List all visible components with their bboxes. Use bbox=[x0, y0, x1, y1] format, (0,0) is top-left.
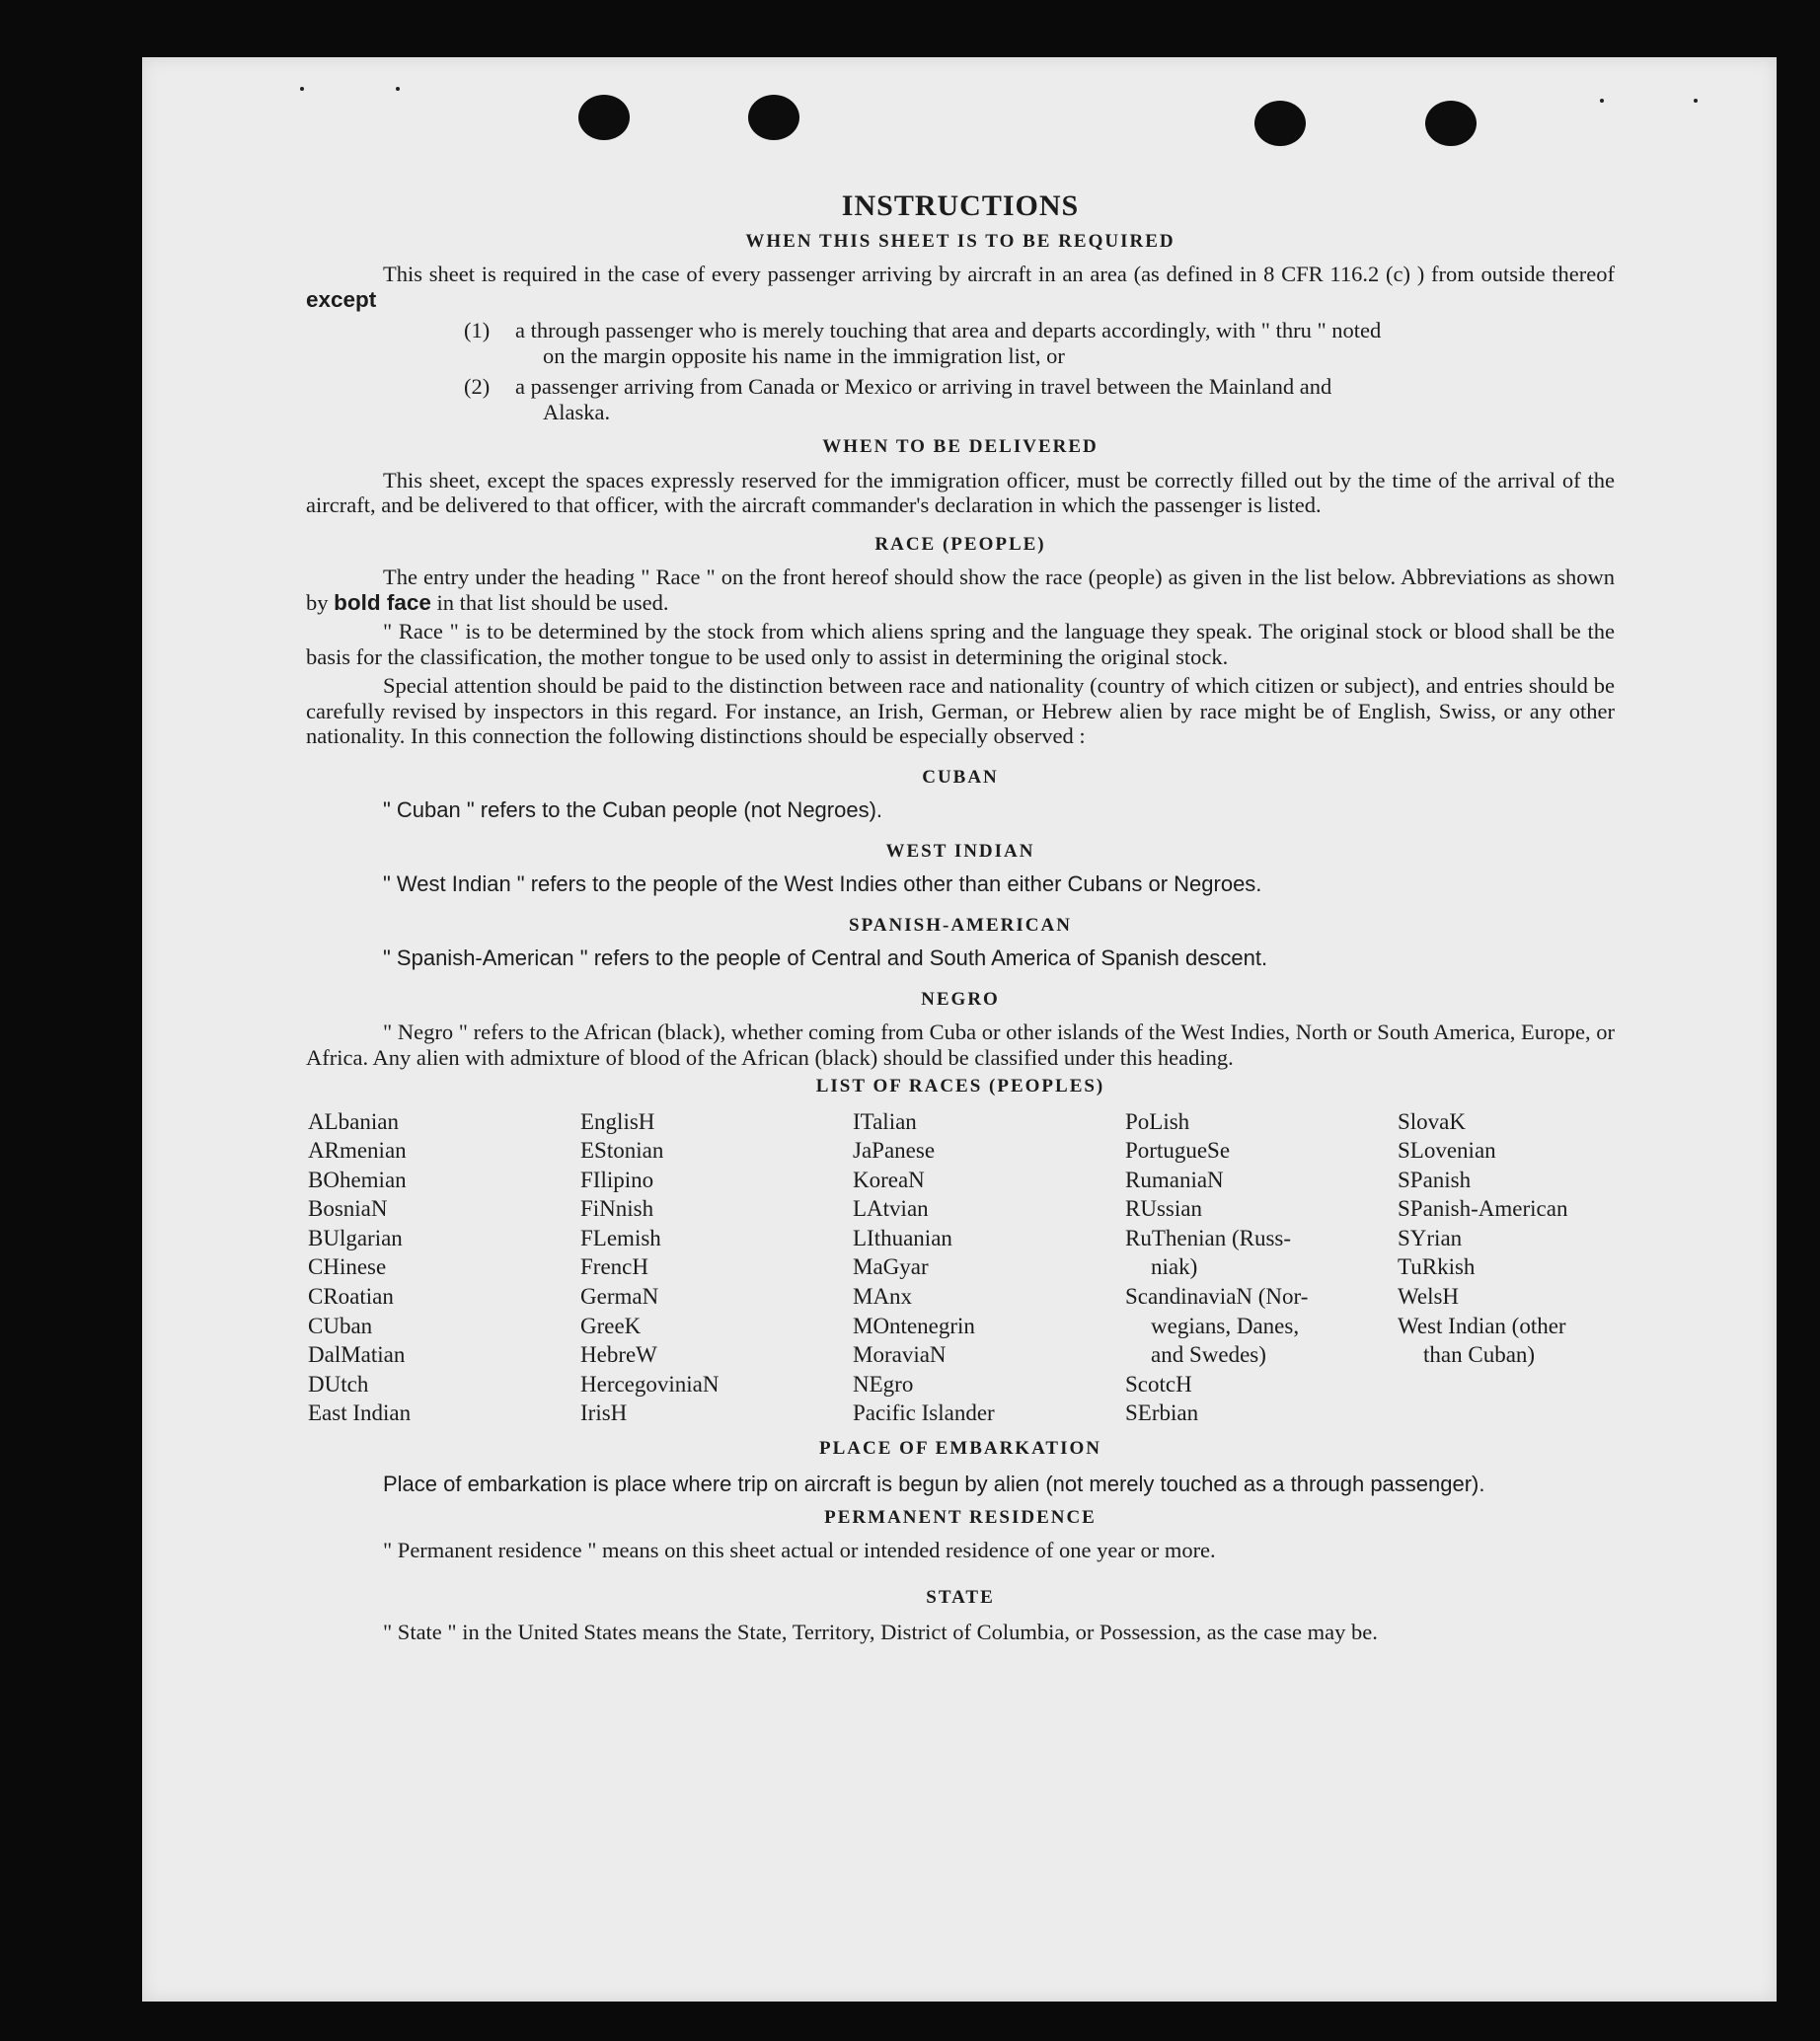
bold-text: bold face bbox=[334, 589, 431, 615]
race-item: CUban bbox=[308, 1313, 373, 1338]
paragraph: " Permanent residence " means on this sheet actual or intended residence of one year or more. bbox=[383, 1538, 1216, 1563]
section-heading: WEST INDIAN bbox=[885, 840, 1035, 862]
item-text-line: Alaska. bbox=[543, 399, 611, 424]
race-column bbox=[308, 1107, 580, 1429]
item-text-line: a passenger arriving from Canada or Mexico or arriving in travel between the Mainland and bbox=[515, 374, 1332, 399]
race-item: PoLish bbox=[1125, 1108, 1190, 1134]
race-item: SlovaK bbox=[1398, 1108, 1466, 1134]
paragraph-text: in that list should be used. bbox=[430, 589, 669, 615]
race-item: LIthuanian bbox=[853, 1225, 952, 1250]
race-item: FrencH bbox=[580, 1254, 648, 1280]
race-item: wegians, Danes, bbox=[1151, 1313, 1300, 1338]
paragraph: " Spanish-American " refers to the people of Central and South America of Spanish descent. bbox=[383, 945, 1268, 970]
race-item: FLemish bbox=[580, 1225, 661, 1250]
paragraph bbox=[306, 565, 1615, 615]
race-item: TuRkish bbox=[1398, 1254, 1476, 1280]
race-item: HebreW bbox=[580, 1342, 657, 1368]
speck bbox=[1694, 99, 1698, 103]
race-item: Pacific Islander bbox=[853, 1400, 995, 1426]
item-number: (2) bbox=[464, 374, 491, 399]
race-item: East Indian bbox=[308, 1400, 412, 1426]
speck bbox=[396, 87, 400, 91]
race-item: ITalian bbox=[853, 1108, 917, 1134]
race-item: WelsH bbox=[1398, 1284, 1460, 1310]
race-item: RumaniaN bbox=[1125, 1167, 1224, 1192]
race-item: RUssian bbox=[1125, 1196, 1202, 1222]
race-item: RuThenian (Russ- bbox=[1125, 1225, 1292, 1250]
race-item: LAtvian bbox=[853, 1196, 929, 1222]
race-item: SErbian bbox=[1125, 1400, 1199, 1426]
section-heading: WHEN TO BE DELIVERED bbox=[822, 436, 1099, 457]
race-item: FIlipino bbox=[580, 1167, 654, 1192]
paragraph: " Cuban " refers to the Cuban people (not Negroes). bbox=[383, 797, 883, 822]
paragraph: This sheet, except the spaces expressly reserved for the immigration officer, must be correctly filled out by the time of the arrival of the aircraft, and be delivered to that officer, with the aircraft commander's declaration in which the passenger is listed. bbox=[306, 467, 1615, 517]
race-item: West Indian (other bbox=[1398, 1313, 1566, 1338]
section-heading: STATE bbox=[926, 1586, 995, 1608]
race-item: BUlgarian bbox=[308, 1225, 403, 1250]
race-item: NEgro bbox=[853, 1371, 914, 1397]
item-text bbox=[515, 318, 1615, 368]
item-text-line: a through passenger who is merely touching that area and departs accordingly, with " thru " noted bbox=[515, 318, 1382, 342]
race-column bbox=[580, 1107, 853, 1429]
race-column bbox=[1398, 1107, 1670, 1429]
item-text-line: on the margin opposite his name in the immigration list, or bbox=[543, 342, 1065, 368]
race-item: SLovenian bbox=[1398, 1138, 1496, 1164]
race-item: than Cuban) bbox=[1423, 1342, 1536, 1368]
race-item: DalMatian bbox=[308, 1342, 406, 1368]
section-heading: PLACE OF EMBARKATION bbox=[819, 1438, 1101, 1460]
race-item: ARmenian bbox=[308, 1138, 407, 1164]
race-list bbox=[308, 1107, 1615, 1429]
race-item: EStonian bbox=[580, 1138, 664, 1164]
race-item: niak) bbox=[1151, 1254, 1198, 1280]
speck bbox=[300, 87, 304, 91]
item-number: (1) bbox=[464, 318, 491, 342]
race-item: and Swedes) bbox=[1151, 1342, 1266, 1368]
paragraph: " State " in the United States means the State, Territory, District of Columbia, or Possession, as the case may be. bbox=[383, 1620, 1378, 1645]
race-item: JaPanese bbox=[853, 1138, 936, 1164]
section-heading: PERMANENT RESIDENCE bbox=[824, 1506, 1097, 1528]
paragraph: Special attention should be paid to the distinction between race and nationality (country of which citizen or subject), and entries should be carefully revised by inspectors in this regard. For instance, an Irish, German, or Hebrew alien by race might be of English, Swiss, or any other nationality. In this connection the following distinctions should be especially observed : bbox=[306, 673, 1615, 748]
race-item: KoreaN bbox=[853, 1167, 925, 1192]
race-item: ScotcH bbox=[1125, 1371, 1192, 1397]
section-heading: WHEN THIS SHEET IS TO BE REQUIRED bbox=[745, 230, 1175, 252]
instructions-content bbox=[306, 189, 1615, 1647]
speck bbox=[1600, 99, 1604, 103]
race-item: FiNnish bbox=[580, 1196, 654, 1222]
race-item: PortugueSe bbox=[1125, 1138, 1231, 1164]
race-item: EnglisH bbox=[580, 1108, 655, 1134]
paragraph bbox=[306, 262, 1615, 312]
race-item: DUtch bbox=[308, 1371, 369, 1397]
list-item bbox=[464, 374, 1615, 424]
item-text bbox=[515, 374, 1615, 424]
paragraph: Place of embarkation is place where trip on aircraft is begun by alien (not merely touched as a through passenger). bbox=[383, 1471, 1485, 1496]
paragraph-text: This sheet is required in the case of every passenger arriving by aircraft in an area (as defined in 8 CFR 116.2 (c) ) from outside thereof bbox=[383, 262, 1615, 286]
race-item: IrisH bbox=[580, 1400, 628, 1426]
paragraph: " West Indian " refers to the people of the West Indies other than either Cubans or Negroes. bbox=[383, 871, 1262, 896]
punch-hole bbox=[1425, 101, 1477, 146]
race-item: ALbanian bbox=[308, 1108, 399, 1134]
section-heading: RACE (PEOPLE) bbox=[874, 533, 1046, 555]
race-item: HercegoviniaN bbox=[580, 1371, 720, 1397]
punch-hole bbox=[578, 95, 630, 140]
race-item: CHinese bbox=[308, 1254, 387, 1280]
race-item: SPanish bbox=[1398, 1167, 1472, 1192]
race-item: BOhemian bbox=[308, 1167, 407, 1192]
race-item: MaGyar bbox=[853, 1254, 929, 1280]
race-item: SYrian bbox=[1398, 1225, 1463, 1250]
race-item: MAnx bbox=[853, 1284, 913, 1310]
bold-text: except bbox=[306, 286, 377, 312]
paragraph: " Race " is to be determined by the stock from which aliens spring and the language they speak. The original stock or blood shall be the basis for the classification, the mother tongue to be used only to assist in determining the original stock. bbox=[306, 619, 1615, 669]
section-heading: LIST OF RACES (PEOPLES) bbox=[815, 1076, 1105, 1096]
punch-hole bbox=[748, 95, 799, 140]
race-item: ScandinaviaN (Nor- bbox=[1125, 1284, 1309, 1310]
section-heading: SPANISH-AMERICAN bbox=[849, 914, 1072, 936]
paragraph: " Negro " refers to the African (black), whether coming from Cuba or other islands of the West Indies, North or South America, Europe, or Africa. Any alien with admixture of blood of the African (black) should be classified under this heading. bbox=[306, 1020, 1615, 1070]
race-item: GermaN bbox=[580, 1284, 659, 1310]
paragraph-text: The entry under the heading " Race " on the front hereof should show the race (people) as given in the list below. Abbreviations as shown by bbox=[306, 565, 1615, 615]
race-column bbox=[853, 1107, 1125, 1429]
list-item bbox=[464, 318, 1615, 368]
race-item: GreeK bbox=[580, 1313, 642, 1338]
race-item: SPanish-American bbox=[1398, 1196, 1568, 1222]
race-column bbox=[1125, 1107, 1398, 1429]
race-item: CRoatian bbox=[308, 1284, 394, 1310]
page-title: INSTRUCTIONS bbox=[841, 189, 1080, 222]
section-heading: NEGRO bbox=[921, 988, 1000, 1010]
race-item: MoraviaN bbox=[853, 1342, 947, 1368]
punch-hole bbox=[1254, 101, 1306, 146]
section-heading: CUBAN bbox=[922, 766, 999, 788]
race-item: MOntenegrin bbox=[853, 1313, 975, 1338]
race-item: BosniaN bbox=[308, 1196, 388, 1222]
